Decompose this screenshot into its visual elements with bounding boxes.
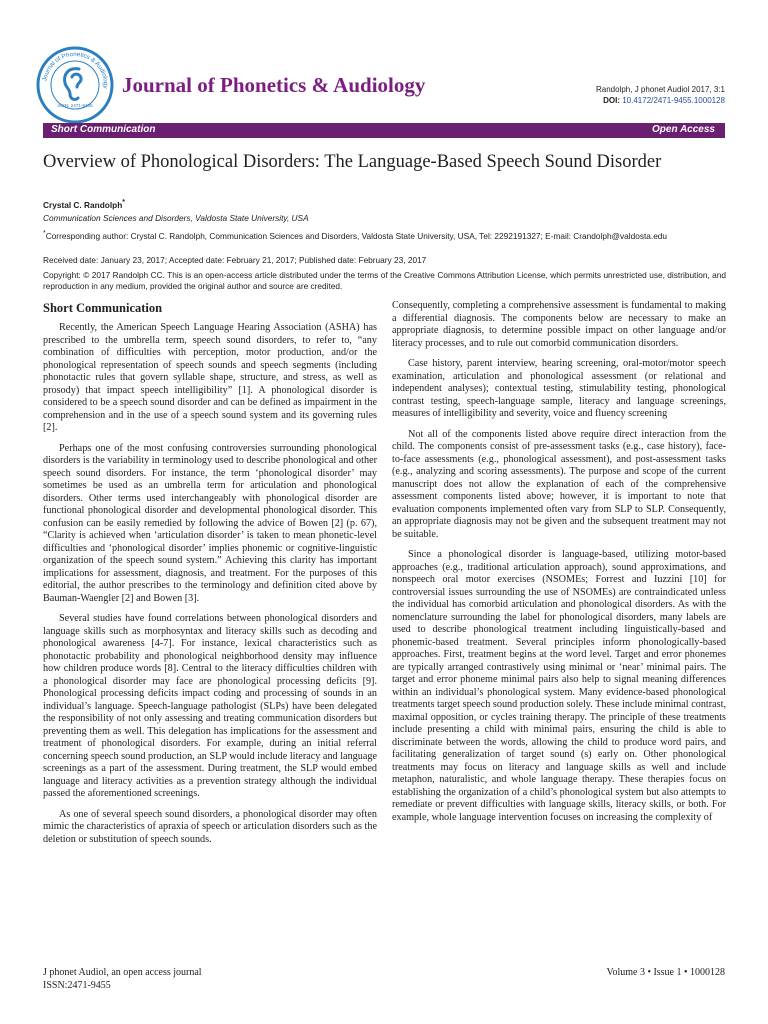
body-paragraph: Several studies have found correlations between phonological disorders and language skills such as morphosyntax and literacy skills such as decoding and phonological awareness [4-7]. For instance, lexical characteristics such as phonotactic probability and phonological neighborhood density may influence how children produce words [8]. Central to the literacy difficulties children with a phonological disorder may face are phonological processing deficits [9]. Phonological processing deficits impact coding and processing of sounds in an individual’s language. Speech-language pathologist (SLPs) have been delegated the responsibility of not only assessing and treating communication disorders but preventing them as well. This delegation has implications for the assessment and treatment of phonological disorders. For example, during an initial referral concerning speech sound production, an SLP would include literacy and language screenings as a part of the assessment. During treatment, the SLP would embed language and literacy activities as a prevention strategy although the individual passed the aforementioned screenings.	[43, 613, 377, 799]
logo-issn: ISSN: 2471-9455	[57, 103, 93, 108]
doi-line	[596, 95, 725, 106]
author-mark: *	[122, 199, 125, 206]
logo-ring-text: Journal of Phonetics & Audiology	[41, 50, 110, 89]
article-type-banner	[43, 123, 725, 138]
body-paragraph: Since a phonological disorder is language-based, utilizing motor-based approaches (e.g., traditional articulation approach), sound approximations, and nonspeech oral motor exercises (NSOMEs; Forrest and Iuzzini [10] for controversial issues surrounding the use of NSOMEs) are contraindicated unless the individual has comorbid articulation and phonological disorders. As with the nomenclature surrounding the label for phonological disorders, many labels are used to describe phonological treatment including linguistically-based and phonemic-based treatment. Several principles inform phonologically-based approaches. First, treatment begins at the word level. Target and error phonemes are typically arranged contrastively using minimal or ‘near’ minimal pairs. The target and error phoneme minimal pairs also help to signal meaning differences within an individual’s phonological system. Many evidence-based phonological treatments target speech sound production solely. These include minimal contrast, maximal opposition, or cycles training therapy. The principle of these treatments include presenting a child with minimal pairs, ensuring the child is able to discriminate between the words, allowing the child to produce word pairs, and facilitating generalization of target sound (s) early on. Other phonological treatments may focus on literacy and language skills as well and include metaphon, naturalistic, and whole language therapy. These therapies focus on establishing the organization of a child’s phonological system but also attempts to remediate or prevent difficulties with language skills, literacy skills, or both. For example, whole language intervention focuses on increasing the complexity of	[392, 549, 726, 823]
article-type-label: Short Communication	[51, 124, 156, 135]
corresponding-text: Corresponding author: Crystal C. Randolph, Communication Sciences and Disorders, Valdosta State University, USA, Tel: 2292191327; E-mail: Crandolph@valdosta.edu	[45, 230, 668, 241]
body-paragraph: As one of several speech sound disorders, a phonological disorder may often mimic the characteristics of apraxia of speech or articulation disorders such as the deletion or substitution of speech sounds.	[43, 808, 377, 845]
section-heading: Short Communication	[43, 301, 163, 315]
body-paragraph: Case history, parent interview, hearing screening, oral-motor/motor speech examination, articulation and phonological assessment (or relational and independent analyses); contextual testing, stimulability testing, phonological contrast testing, speech-language sample, literacy and language screenings, measures of intelligibility and severity, voice and fluency screening	[392, 358, 726, 419]
footer-issn: ISSN:2471-9455	[43, 980, 111, 991]
body-column-left	[43, 300, 377, 854]
citation: Randolph, J phonet Audiol 2017, 3:1	[596, 85, 725, 94]
article-dates: Received date: January 23, 2017; Accepted date: February 21, 2017; Published date: February 23, 2017	[43, 255, 427, 265]
article-title: Overview of Phonological Disorders: The Language-Based Speech Sound Disorder	[43, 152, 662, 172]
body-column-right	[392, 300, 726, 832]
footer-left	[43, 966, 202, 992]
author-name: Crystal C. Randolph	[43, 199, 123, 210]
corresponding-mark: *	[43, 230, 46, 237]
doi-label: DOI:	[603, 96, 620, 105]
corresponding-author	[43, 228, 726, 242]
journal-title: Journal of Phonetics & Audiology	[122, 73, 426, 97]
body-paragraph: Recently, the American Speech Language Hearing Association (ASHA) has prescribed to the umbrella term, speech sound disorders, to refer to, “any combination of difficulties with perception, motor production, and/or the phonological representation of speech sounds and speech segments (including phonotactic rules that govern syllable shape, structure, and stress, as well as prosody) that impact speech intelligibility” [1]. A phonological disorder is considered to be a speech sound disorder and can be defined as impairment in the comprehension and in the use of a speech sound system and its governing rules [2].	[43, 322, 377, 433]
copyright-notice: Copyright: © 2017 Randolph CC. This is an open-access article distributed under the terms of the Creative Commons Attribution License, which permits unrestricted use, distribution, and reproduction in any medium, provided the original author and source are credited.	[43, 270, 726, 291]
body-paragraph: Consequently, completing a comprehensive assessment is fundamental to making a differential diagnosis. The components below are necessary to make an appropriate diagnosis, to determine possible impact on other language and/or literacy processes, and to rule out comorbid communication disorders.	[392, 300, 726, 349]
affiliation: Communication Sciences and Disorders, Valdosta State University, USA	[43, 213, 309, 223]
body-paragraph: Perhaps one of the most confusing controversies surrounding phonological disorders is the variability in terminology used to describe phonological and other speech sound disorders. For instance, the term ‘phonological disorder’ may sometimes be used as an umbrella term for articulation and phonological disorders. Other terms used interchangeably with phonological disorder are functional phonological disorder and developmental phonological disorder. This confusion can be easily remedied by following the advice of Bowen [2] (p. 67), “Clarity is achieved when ‘articulation disorder’ is taken to mean phonetic-level difficulties and ‘phonological disorder’ implies phonemic or cognitive-linguistic organization of the speech sound system.” Achieving this clarity has important implications for assessment, diagnosis, and treatment. For the purposes of this editorial, the author prescribes to the terminology and definition cited above by Bauman-Waengler [2] and Bowen [3].	[43, 442, 377, 604]
body-paragraph: Not all of the components listed above require direct interaction from the child. The components consist of pre-assessment tasks (e.g., case history), face-to-face assessments (e.g., phonological assessment), and post-assessment tasks (e.g., analyzing and scoring assessments). The purpose and scope of the current manuscript does not allow the explanation of each of the comprehensive assessment components listed above; however, it is important to note that evaluation components implemented often vary from SLP to SLP. Consequently, an appropriate diagnosis may not be given and the subsequent treatment may not be suitable.	[392, 428, 726, 540]
open-access-label: Open Access	[652, 124, 715, 135]
footer-volume: Volume 3 • Issue 1 • 1000128	[606, 967, 725, 978]
doi-link[interactable]: 10.4172/2471-9455.1000128	[622, 96, 725, 105]
citation-block	[596, 84, 725, 106]
footer-journal: J phonet Audiol, an open access journal	[43, 967, 202, 978]
journal-logo	[35, 45, 115, 125]
author-line	[43, 197, 726, 211]
